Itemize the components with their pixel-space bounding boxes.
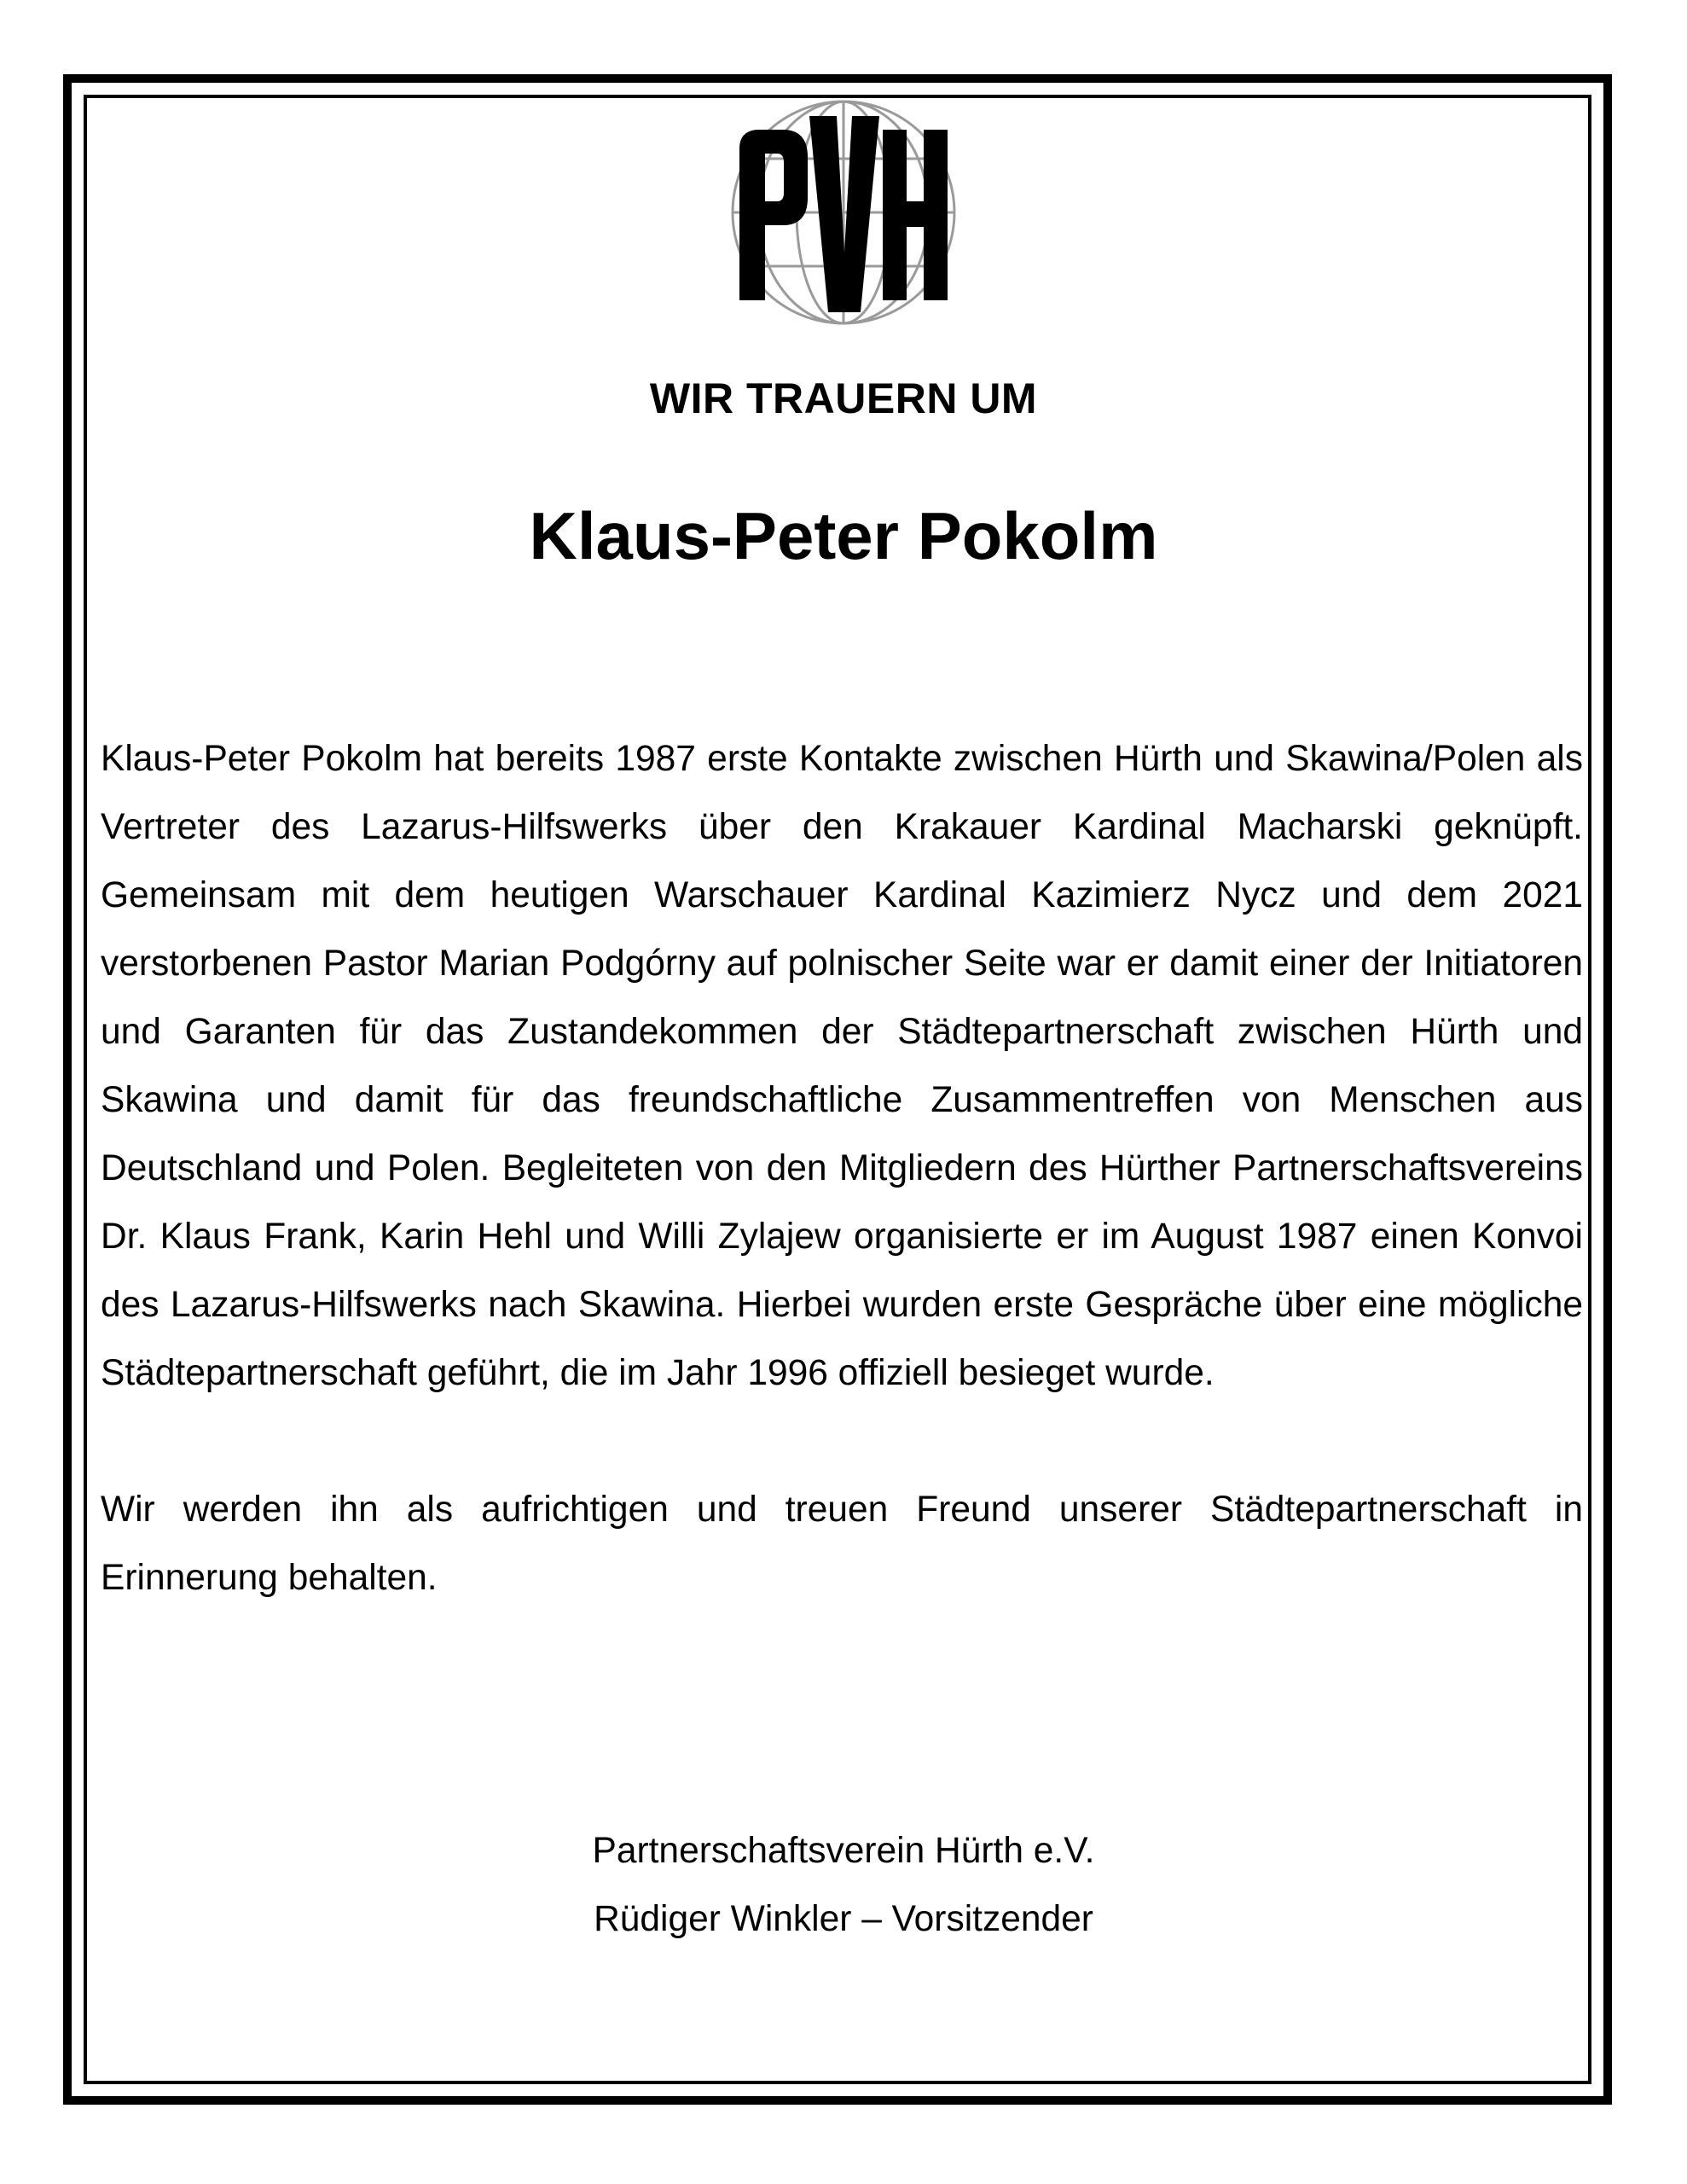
obituary-text xyxy=(101,725,1583,1612)
mourning-heading: WIR TRAUERN UM xyxy=(649,375,1038,422)
pvh-logo xyxy=(716,97,971,328)
deceased-name: Klaus-Peter Pokolm xyxy=(529,498,1158,573)
signature-person: Rüdiger Winkler – Vorsitzender xyxy=(594,1899,1093,1939)
obituary-paragraph-2: Wir werden ihn als aufrichtigen und treuen Freund unserer Städtepartnerschaft in Erinnerung behalten. xyxy=(101,1490,1583,1598)
globe-icon xyxy=(716,97,971,328)
signature-block xyxy=(0,1817,1687,1954)
signature-organization: Partnerschaftsverein Hürth e.V. xyxy=(592,1831,1095,1871)
obituary-paragraph-1: Klaus-Peter Pokolm hat bereits 1987 erste Kontakte zwischen Hürth und Skawina/Polen als Vertreter des Lazarus-Hilfswerks über den Krakauer Kardinal Macharski geknüpft. Gemeinsam mit dem heutigen Warschauer Kardinal Kazimierz Nycz und dem 2021 verstorbenen Pastor Marian Podgórny auf polnischer Seite war er damit einer der Initiatoren und Garanten für das Zustandekommen der Städtepartnerschaft zwischen Hürth und Skawina und damit für das freundschaftliche Zusammentreffen von Menschen aus Deutschland und Polen. Begleiteten von den Mitgliedern des Hürther Partnerschaftsvereins Dr. Klaus Frank, Karin Hehl und Willi Zylajew organisierte er im August 1987 einen Konvoi des Lazarus-Hilfswerks nach Skawina. Hierbei wurden erste Gespräche über eine mögliche Städtepartnerschaft geführt, die im Jahr 1996 offiziell besieget wurde. xyxy=(101,739,1583,1393)
